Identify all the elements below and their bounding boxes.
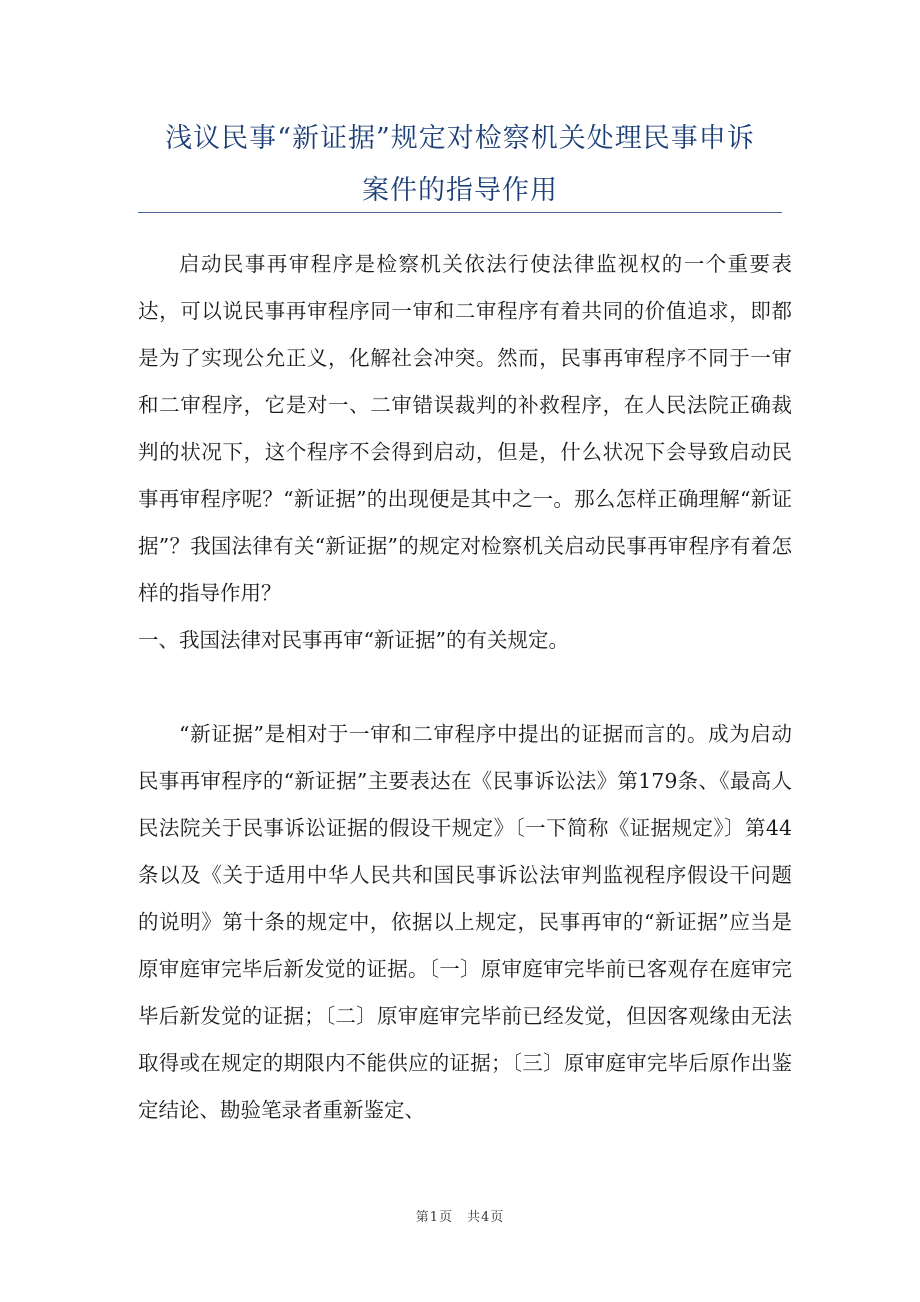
title-line-1: 浅议民事“新证据”规定对检察机关处理民事申诉 — [165, 123, 755, 154]
title-line-2: 案件的指导作用 — [362, 175, 558, 206]
document-body — [138, 241, 792, 1134]
section-heading-1: 一、我国法律对民事再审“新证据”的有关规定。 — [138, 628, 569, 652]
paragraph-intro: 启动民事再审程序是检察机关依法行使法律监视权的一个重要表达，可以说民事再审程序同一审和二审程序有着共同的价值追求，即都是为了实现公允正义，化解社会冲突。然而，民事再审程序不同于一审和二审程序，它是对一、二审错误裁判的补救程序，在人民法院正确裁判的状况下，这个程序不会得到启动，但是，什么状况下会导致启动民事再审程序呢？“新证据”的出现便是其中之一。那么怎样正确理解“新证据”？我国法律有关“新证据”的规定对检察机关启动民事再审程序有着怎样的指导作用？ — [138, 252, 792, 605]
page-footer: 第1页 共4页 — [415, 1210, 505, 1225]
paragraph-new-evidence: “新证据”是相对于一审和二审程序中提出的证据而言的。成为启动民事再审程序的“新证据”主要表达在《民事诉讼法》第179条、《最高人民法院关于民事诉讼证据的假设干规定》〔一下简称《证据规定》〕第44条以及《关于适用中华人民共和国民事诉讼法审判监视程序假设干问题的说明》第十条的规定中，依据以上规定，民事再审的“新证据”应当是原审庭审完毕后新发觉的证据。〔一〕原审庭审完毕前已客观存在庭审完毕后新发觉的证据；〔二〕原审庭审完毕前已经发觉，但因客观缘由无法取得或在规定的期限内不能供应的证据；〔三〕原审庭审完毕后原作出鉴定结论、勘验笔录者重新鉴定、 — [138, 722, 792, 1122]
document-title — [138, 113, 782, 217]
title-divider — [138, 212, 782, 213]
